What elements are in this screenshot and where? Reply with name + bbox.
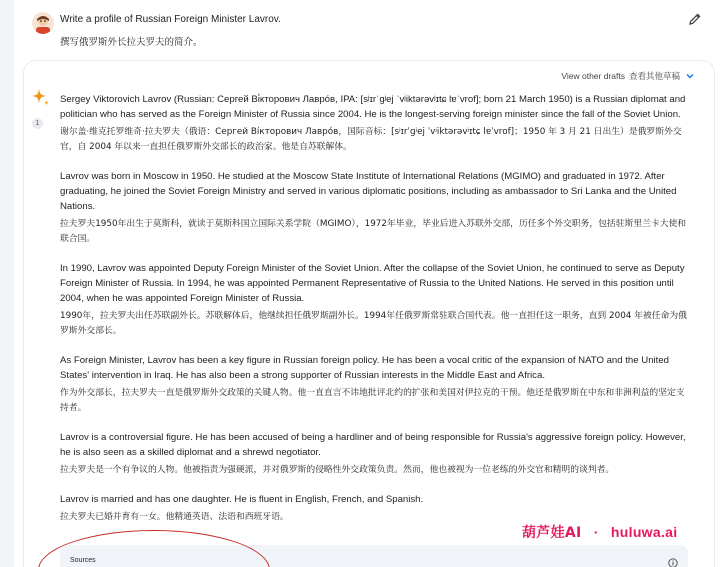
sources-label: Sources bbox=[70, 557, 96, 564]
watermark-separator: · bbox=[593, 524, 599, 540]
paragraph-zh: 拉夫罗夫是一个有争议的人物。他被指责为强硬派，并对俄罗斯的侵略性外交政策负责。然而，他也被视为一位老练的外交官和精明的谈判者。 bbox=[60, 465, 615, 475]
draft-number-badge: 1 bbox=[32, 118, 43, 129]
watermark-en: huluwa.ai bbox=[610, 524, 678, 540]
user-avatar bbox=[32, 12, 54, 34]
drafts-label-translation: 查看其他草稿 bbox=[628, 72, 680, 82]
watermark-zh: 葫芦娃AI bbox=[522, 525, 582, 541]
paragraph-zh: 作为外交部长，拉夫罗夫一直是俄罗斯外交政策的关键人物。他一直直言不讳地批评北约的扩张和美国对伊拉克的干预。他还是俄罗斯在中东和非洲利益的坚定支持者。 bbox=[60, 388, 685, 413]
paragraph-zh: 谢尔盖·维克托罗维奇·拉夫罗夫（俄语：Сергей Ві́кторович Лавро́в，国际音标：[sʲɪrˈɡʲej ˈvʲiktərəvʲɪtɕ lɐˈvrof]；1950 年 3 月 21 日出生）是俄罗斯外交官，自 2004 年以来一直担任俄罗斯外交部长的政治家。他是自苏联解体。 bbox=[60, 127, 682, 152]
user-prompt-text: Write a profile of Russian Foreign Minister Lavrov. bbox=[60, 14, 281, 25]
view-other-drafts-button[interactable] bbox=[561, 70, 696, 82]
paragraph-en: Sergey Viktorovich Lavrov (Russian: Сергей Ві́кторович Лавро́в, IPA: [sʲɪrˈɡʲej ˈvʲiktərəvʲɪtɕ lɐˈvrof]; born 21 March 1950) is a Russian diplomat and politician who has served as the Foreign Minister of Russia since 2004. He is the longest-serving foreign minister since the fall of the Soviet Union. bbox=[60, 94, 686, 120]
paragraph-zh: 1990年，拉夫罗夫出任苏联副外长。苏联解体后，他继续担任俄罗斯副外长。1994年任俄罗斯常驻联合国代表。他一直担任这一职务，直到 2004 年被任命为俄罗斯外交部长。 bbox=[60, 311, 687, 336]
paragraph-en: In 1990, Lavrov was appointed Deputy Foreign Minister of the Soviet Union. After the collapse of the Soviet Union, he continued to serve as Deputy Foreign Minister of Russia. In 1994, he was appointed Permanent Representative of Russia to the United Nations. He served in this position until 2004, when he was appointed Foreign Minister of Russia. bbox=[60, 263, 685, 304]
chevron-down-icon bbox=[684, 70, 696, 82]
left-panel-edge bbox=[0, 0, 14, 567]
info-icon[interactable] bbox=[668, 555, 678, 565]
paragraph-zh: 拉夫罗夫已婚并育有一女。他精通英语、法语和西班牙语。 bbox=[60, 512, 289, 522]
paragraph-en: As Foreign Minister, Lavrov has been a key figure in Russian foreign policy. He has been a vocal critic of the expansion of NATO and the United States' intervention in Iraq. He has also been a strong supporter of Russian interests in the Middle East and Africa. bbox=[60, 355, 669, 381]
paragraph-zh: 拉夫罗夫1950年出生于莫斯科，就读于莫斯科国立国际关系学院（MGIMO），1972年毕业，毕业后进入苏联外交部，历任多个外交职务，包括驻斯里兰卡大使和联合国。 bbox=[60, 219, 687, 244]
watermark bbox=[522, 522, 677, 542]
paragraph-en: Lavrov is a controversial figure. He has been accused of being a hardliner and of being responsible for Russia's aggressive foreign policy. However, he is also seen as a skilled diplomat and a shrewd negotiator. bbox=[60, 432, 686, 458]
sources-panel[interactable] bbox=[60, 545, 688, 567]
user-prompt-row bbox=[14, 0, 720, 60]
paragraph-en: Lavrov was born in Moscow in 1950. He studied at the Moscow State Institute of International Relations (MGIMO) and graduated in 1972. After graduating, he joined the Soviet Foreign Ministry and served in various diplomatic positions, including as ambassador to Sri Lanka and the United Nations. bbox=[60, 171, 677, 212]
user-prompt-translation: 撰写俄罗斯外长拉夫罗夫的简介。 bbox=[60, 37, 203, 48]
pencil-icon[interactable] bbox=[688, 12, 702, 26]
gemini-sparkle-icon bbox=[31, 88, 51, 108]
paragraph-en: Lavrov is married and has one daughter. He is fluent in English, French, and Spanish. bbox=[60, 494, 424, 505]
drafts-label: View other drafts bbox=[561, 71, 625, 81]
response-content bbox=[60, 92, 692, 525]
